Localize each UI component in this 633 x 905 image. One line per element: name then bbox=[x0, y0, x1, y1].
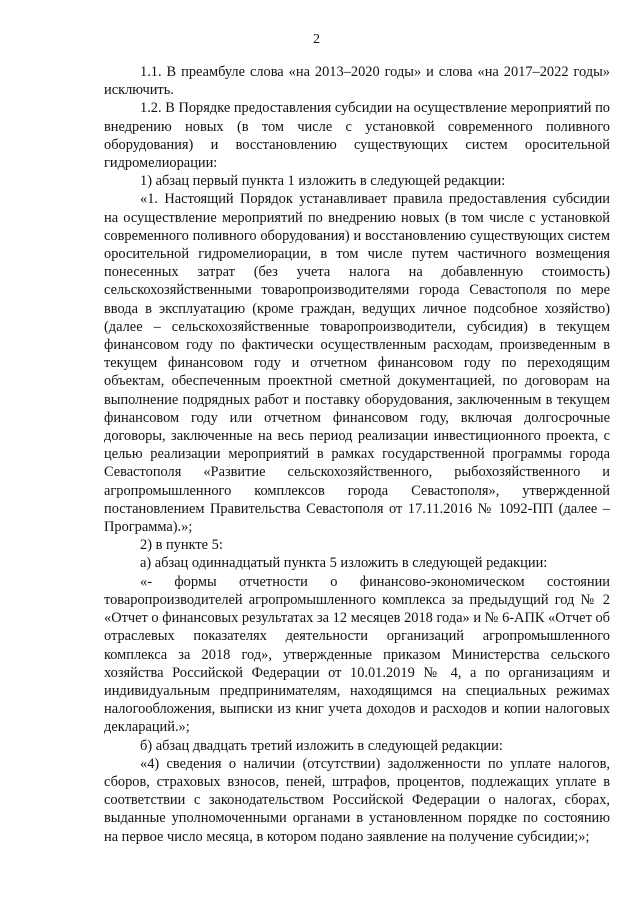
paragraph-item-2: 2) в пункте 5: bbox=[140, 537, 223, 554]
paragraph-quoted-reporting-forms: «- формы отчетности о финансово-экономическом состоянии товаропроизводителей агропромышленного комплекса за предыдущий год № 2 «Отчет о финансовых результатах за 12 месяцев 2018 года» и № 6-АПК «Отчет об отраслевых показателях деятельности организаций агропромышленного комплекса за 2018 год», утвержденные приказом Министерства сельского хозяйства Российской Федерации от 10.01.2019 № 4, а по организациям и индивидуальным предпринимателям, находящимся на специальных режимах налогообложения, выписки из книг учета доходов и расходов и копии налоговых деклараций.»; bbox=[104, 573, 610, 736]
paragraph-quoted-section-1: «1. Настоящий Порядок устанавливает правила предоставления субсидии на осуществление мероприятий по внедрению новых (в том числе с установкой современного поливного оборудования) и восстановлению существующих систем оросительной гидромелиорации, в том числе путем частичного возмещения понесенных затрат (без учета налога на добавленную стоимость) сельскохозяйственными товаропроизводителями города Севастополя по мере ввода в эксплуатацию (кроме граждан, ведущих личное подсобное хозяйство) (далее – сельскохозяйственные товаропроизводители, субсидия) в текущем финансовом году по фактически осуществленным расходам, произведенным в текущем финансовом году и отчетном финансовом году по переходящим объектам, обеспеченным проектной сметной документацией, по договорам на выполнение подрядных работ и поставку оборудования, заключенным в текущем финансовом году или отчетном финансовом году, включая долгосрочные договоры, заключенные на весь период реализации инвестиционного проекта, с целью реализации мероприятий в рамках государственной программы города Севастополя «Развитие сельскохозяйственного, рыбохозяйственного и агропромышленного комплексов города Севастополя», утвержденной постановлением Правительства Севастополя от 17.11.2016 № 1092-ПП (далее – Программа).»; bbox=[104, 191, 610, 536]
document-body bbox=[104, 63, 610, 846]
paragraph-item-1: 1) абзац первый пункта 1 изложить в следующей редакции: bbox=[140, 173, 506, 190]
page-number: 2 bbox=[313, 32, 320, 47]
paragraph-subitem-b: б) абзац двадцать третий изложить в следующей редакции: bbox=[140, 737, 503, 754]
paragraph-quoted-tax-debt: «4) сведения о наличии (отсутствии) задолженности по уплате налогов, сборов, страховых взносов, пеней, штрафов, процентов, подлежащих уплате в соответствии с законодательством Российской Федерации о налогах, сборах, выданные уполномоченными органами в установленном порядке по состоянию на первое число месяца, в котором подано заявление на получение субсидии;»; bbox=[104, 755, 610, 845]
paragraph-1-2: 1.2. В Порядке предоставления субсидии на осуществление мероприятий по внедрению новых (в том числе с установкой современного поливного оборудования) и восстановлению существующих систем оросительной гидромелиорации: bbox=[104, 100, 610, 172]
paragraph-subitem-a: а) абзац одиннадцатый пункта 5 изложить в следующей редакции: bbox=[140, 555, 548, 572]
paragraph-1-1: 1.1. В преамбуле слова «на 2013–2020 годы» и слова «на 2017–2022 годы» исключить. bbox=[104, 64, 610, 99]
